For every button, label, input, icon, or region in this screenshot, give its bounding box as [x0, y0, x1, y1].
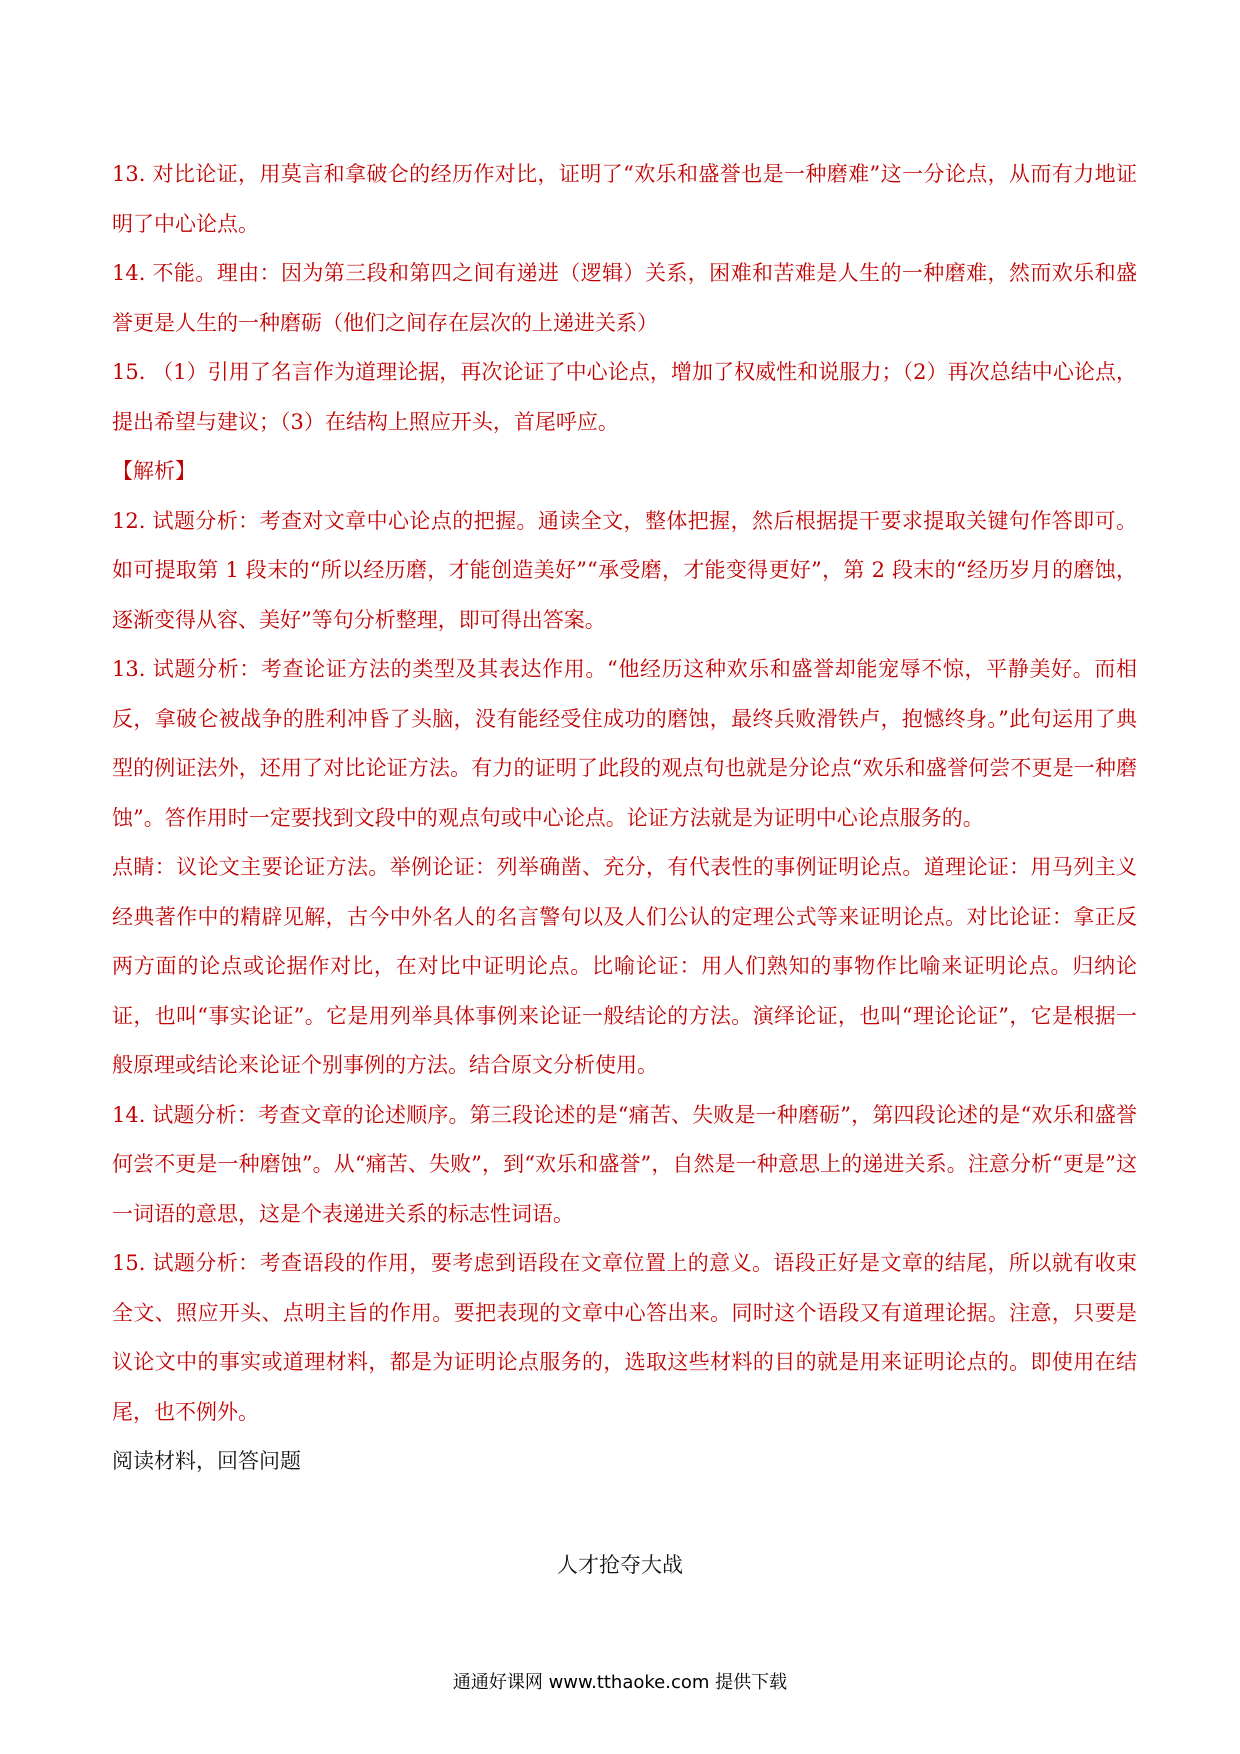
- reading-instruction: 阅读材料，回答问题: [112, 1449, 301, 1473]
- answer-14: 14. 不能。理由：因为第三段和第四之间有递进（逻辑）关系，困难和苦难是人生的一种磨难，然而欢乐和盛誉更是人生的一种磨砺（他们之间存在层次的上递进关系）: [112, 261, 1137, 335]
- answer-15: 15. （1）引用了名言作为道理论据，再次论证了中心论点，增加了权威性和说服力；（2）再次总结中心论点，提出希望与建议；（3）在结构上照应开头，首尾呼应。: [112, 360, 1137, 434]
- document-body: [112, 150, 1137, 1487]
- analysis-heading: 【解析】: [112, 459, 196, 483]
- page-footer: 通通好课网 www.tthaoke.com 提供下载: [452, 1672, 788, 1693]
- reading-title: 人才抢夺大战: [557, 1553, 683, 1577]
- answer-13: 13. 对比论证，用莫言和拿破仑的经历作对比，证明了“欢乐和盛誉也是一种磨难”这一分论点，从而有力地证明了中心论点。: [112, 162, 1137, 236]
- analysis-13: 13. 试题分析：考查论证方法的类型及其表达作用。“他经历这种欢乐和盛誉却能宠辱不惊，平静美好。而相反，拿破仑被战争的胜利冲昏了头脑，没有能经受住成功的磨蚀，最终兵败滑铁卢，抱憾终身。”此句运用了典型的例证法外，还用了对比论证方法。有力的证明了此段的观点句也就是分论点“欢乐和盛誉何尝不更是一种磨蚀”。答作用时一定要找到文段中的观点句或中心论点。论证方法就是为证明中心论点服务的。: [112, 657, 1137, 830]
- analysis-12: 12. 试题分析：考查对文章中心论点的把握。通读全文，整体把握，然后根据提干要求提取关键句作答即可。如可提取第 1 段末的“所以经历磨，才能创造美好”“承受磨，才能变得更好”，第 2 段末的“经历岁月的磨蚀，逐渐变得从容、美好”等句分析整理，即可得出答案。: [112, 508, 1137, 632]
- analysis-tip: 点睛：议论文主要论证方法。举例论证：列举确凿、充分，有代表性的事例证明论点。道理论证：用马列主义经典著作中的精辟见解，古今中外名人的名言警句以及人们公认的定理公式等来证明论点。对比论证：拿正反两方面的论点或论据作对比，在对比中证明论点。比喻论证：用人们熟知的事物作比喻来证明论点。归纳论证，也叫“事实论证”。它是用列举具体事例来论证一般结论的方法。演绎论证，也叫“理论论证”，它是根据一般原理或结论来论证个别事例的方法。结合原文分析使用。: [112, 855, 1137, 1077]
- analysis-14: 14. 试题分析：考查文章的论述顺序。第三段论述的是“痛苦、失败是一种磨砺”，第四段论述的是“欢乐和盛誉何尝不更是一种磨蚀”。从“痛苦、失败”，到“欢乐和盛誉”，自然是一种意思上的递进关系。注意分析“更是”这一词语的意思，这是个表递进关系的标志性词语。: [112, 1102, 1137, 1226]
- analysis-15: 15. 试题分析：考查语段的作用，要考虑到语段在文章位置上的意义。语段正好是文章的结尾，所以就有收束全文、照应开头、点明主旨的作用。要把表现的文章中心答出来。同时这个语段又有道理论据。注意，只要是议论文中的事实或道理材料，都是为证明论点服务的，选取这些材料的目的就是用来证明论点的。即使用在结尾，也不例外。: [112, 1251, 1137, 1424]
